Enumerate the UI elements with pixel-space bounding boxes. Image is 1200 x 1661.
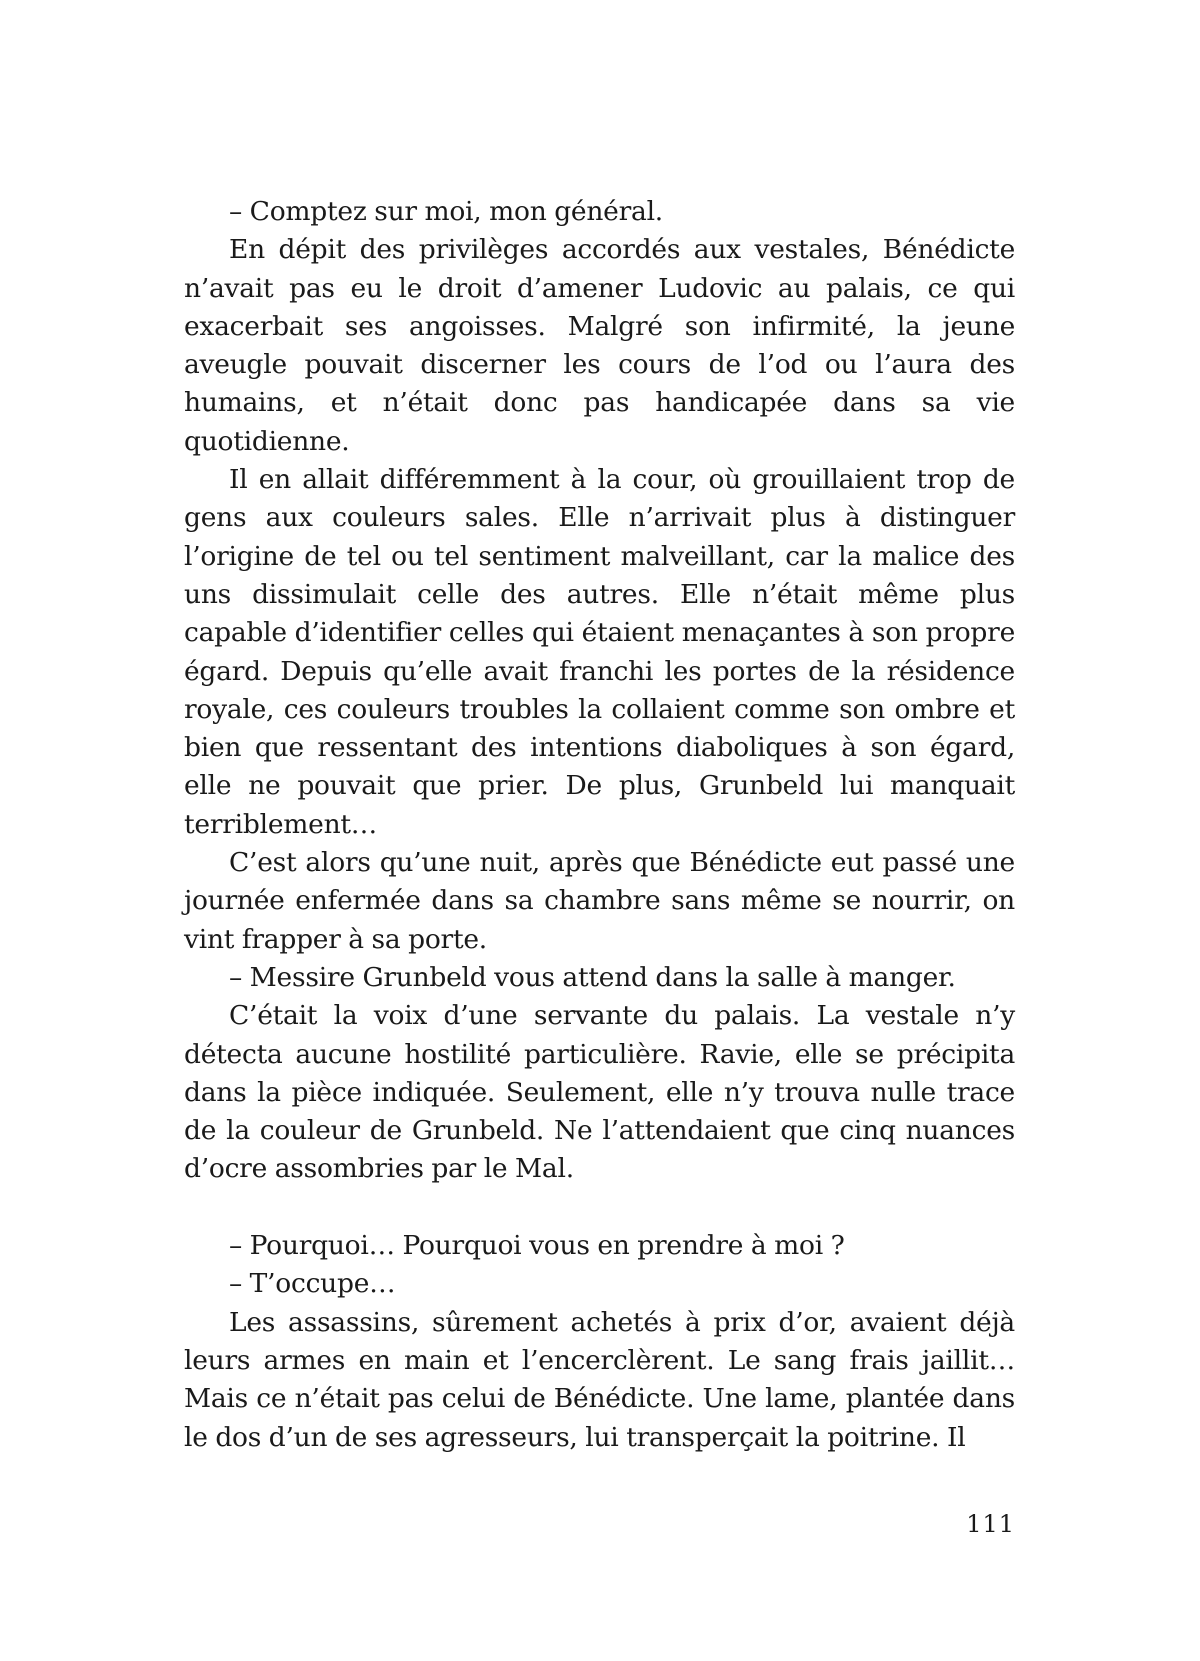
page-number: 111 [966,1510,1015,1538]
paragraph: Les assassins, sûrement achetés à prix d’or, avaient déjà leurs armes en main et l’encerclèrent. Le sang frais jaillit… Mais ce n’était pas celui de Bénédicte. Une lame, plantée dans le dos d’un de ses agresseurs, lui transperçait la poitrine. Il [184,1306,1015,1453]
paragraph: C’était la voix d’une servante du palais. La vestale n’y détecta aucune hostilité particulière. Ravie, elle se précipita dans la pièce indiquée. Seulement, elle n’y trouva nulle trace de la couleur de Grunbeld. Ne l’attendaient que cinq nuances d’ocre assombries par le Mal. [184,1000,1015,1185]
paragraph: C’est alors qu’une nuit, après que Bénédicte eut passé une journée enfermée dans sa chambre sans même se nourrir, on vint frapper à sa porte. [184,847,1015,955]
dialogue-line: – Pourquoi… Pourquoi vous en prendre à moi ? [229,1230,845,1262]
dialogue-line: – T’occupe… [229,1268,396,1300]
paragraph: En dépit des privilèges accordés aux vestales, Bénédicte n’avait pas eu le droit d’amener Ludovic au palais, ce qui exacerbait ses angoisses. Malgré son infirmité, la jeune aveugle pouvait discerner les cours de l’od ou l’aura des humains, et n’était donc pas handicapée dans sa vie quotidienne. [184,234,1015,457]
body-text [184,193,1015,1457]
dialogue-line: – Messire Grunbeld vous attend dans la salle à manger. [229,961,956,993]
dialogue-line: – Comptez sur moi, mon général. [229,196,663,227]
paragraph: Il en allait différemment à la cour, où grouillaient trop de gens aux couleurs sales. Elle n’arrivait plus à distinguer l’origine de tel ou tel sentiment malveillant, car la malice des uns dissimulait celle des autres. Elle n’était même plus capable d’identifier celles qui étaient menaçantes à son propre égard. Depuis qu’elle avait franchi les portes de la résidence royale, ces couleurs troubles la collaient comme son ombre et bien que ressentant des intentions diaboliques à son égard, elle ne pouvait que prier. De plus, Grunbeld lui manquait terriblement… [184,464,1015,840]
scene-break [184,1189,1015,1227]
